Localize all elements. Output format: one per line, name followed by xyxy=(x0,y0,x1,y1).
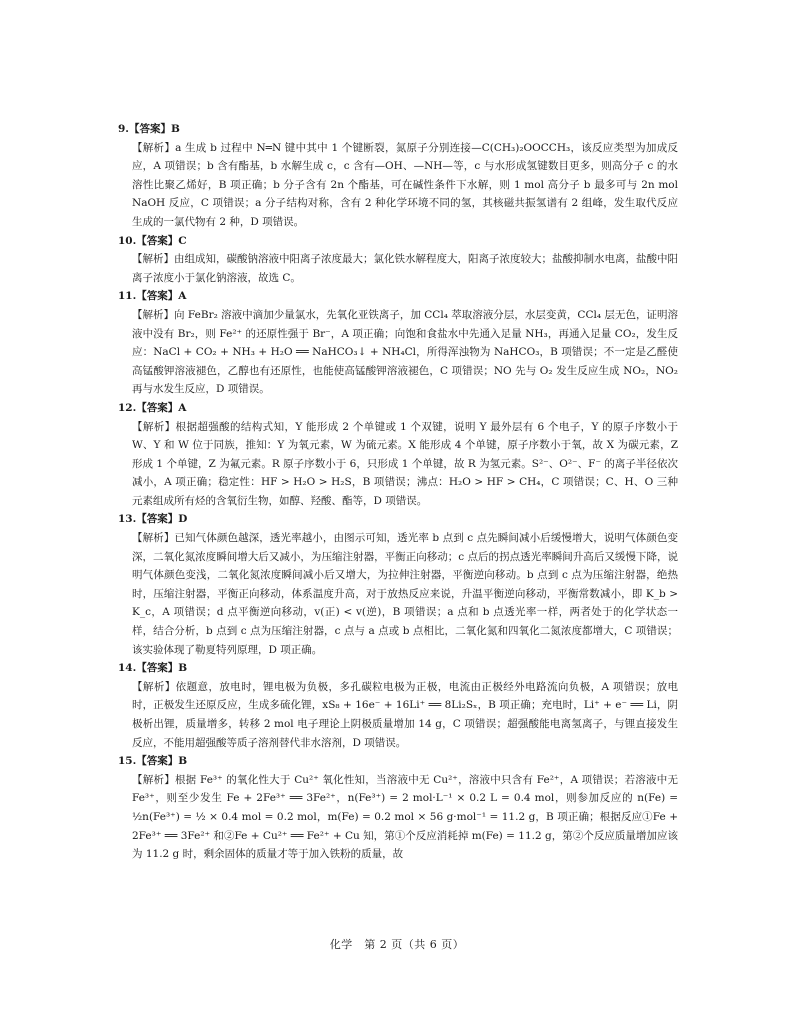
question-12 xyxy=(118,399,678,511)
answer-explanations xyxy=(118,120,678,864)
answer-line: 13.【答案】D xyxy=(118,513,188,526)
answer-line: 15.【答案】B xyxy=(118,755,188,768)
answer-line: 11.【答案】A xyxy=(118,290,187,303)
answer-line: 9.【答案】B xyxy=(118,123,180,135)
answer-line: 14.【答案】B xyxy=(118,662,188,675)
explanation-paragraph: 【解析】向 FeBr₂ 溶液中滴加少量氯水，先氧化亚铁离子，加 CCl₄ 萃取溶液分层，水层变黄，CCl₄ 层无色，证明溶液中没有 Br₂，则 Fe²⁺ 的还原性强于 Br⁻，A 项正确；向饱和食盐水中先通入足量 NH₃，再通入足量 CO₂，发生反应：NaCl + CO₂ + NH₃ + H₂O ══ NaHCO₃↓ + NH₄Cl，所得浑浊物为 NaHCO₃，B 项错误；不一定是乙醛使高锰酸钾溶液褪色，乙醇也有还原性，也能使高锰酸钾溶液褪色，C 项错误；NO 先与 O₂ 发生反应生成 NO₂，NO₂ 再与水发生反应，D 项错误。 xyxy=(132,308,678,396)
question-13 xyxy=(118,510,678,659)
answer-line: 10.【答案】C xyxy=(118,234,187,247)
question-10 xyxy=(118,232,678,288)
answer-line: 12.【答案】A xyxy=(118,401,187,414)
explanation-paragraph: 【解析】根据超强酸的结构式知，Y 能形成 2 个单键或 1 个双键，说明 Y 最外层有 6 个电子，Y 的原子序数小于 W、Y 和 W 位于同族，推知：Y 为氧元素，W 为硫元素。X 能形成 4 个单键，原子序数小于氧，故 X 为碳元素，Z 形成 1 个单键，Z 为氟元素。R 原子序数小于 6，只形成 1 个单键，故 R 为氢元素。S²⁻、O²⁻、F⁻ 的离子半径依次减小，A 项正确；稳定性：HF > H₂O > H₂S，B 项错误；沸点：H₂O > HF > CH₄，C 项错误；C、H、O 三种元素组成所有烃的含氧衍生物，如醇、羟酸、酯等，D 项错误。 xyxy=(132,420,678,507)
question-14 xyxy=(118,659,678,752)
explanation-paragraph: 【解析】根据 Fe³⁺ 的氧化性大于 Cu²⁺ 氧化性知，当溶液中无 Cu²⁺，溶液中只含有 Fe²⁺，A 项错误；若溶液中无 Fe³⁺，则至少发生 Fe + 2Fe³⁺ ══ 3Fe²⁺，n(Fe³⁺) = 2 mol·L⁻¹ × 0.2 L = 0.4 mol，则参加反应的 n(Fe) = ½n(Fe³⁺) = ½ × 0.4 mol = 0.2 mol，m(Fe) = 0.2 mol × 56 g·mol⁻¹ = 11.2 g，B 项正确；根据反应①Fe + 2Fe³⁺ ══ 3Fe²⁺ 和②Fe + Cu²⁺ ══ Fe²⁺ + Cu 知，第①个反应消耗掉 m(Fe) = 11.2 g，第②个反应质量增加应该为 11.2 g 时，剩余固体的质量才等于加入铁粉的质量，故 xyxy=(132,773,678,861)
explanation-paragraph: 【解析】已知气体颜色越深，透光率越小，由图示可知，透光率 b 点到 c 点先瞬间减小后缓慢增大，说明气体颜色变深，二氧化氮浓度瞬间增大后又减小，为压缩注射器，平衡正向移动；c 点后的拐点透光率瞬间升高后又缓慢下降，说明气体颜色变浅，二氧化氮浓度瞬间减小后又增大，为拉伸注射器，平衡逆向移动。b 点到 c 点为压缩注射器，绝热时，压缩注射器，平衡正向移动，体系温度升高，对于放热反应来说，升温平衡逆向移动，平衡常数减小，即 K_b > K_c，A 项错误；d 点平衡逆向移动，v(正) < v(逆)，B 项错误；a 点和 b 点透光率一样，两者处于的化学状态一样，结合分析，b 点到 c 点为压缩注射器，c 点与 a 点或 b 点相比，二氧化氮和四氧化二氮浓度都增大，C 项错误；该实验体现了勒夏特列原理，D 项正确。 xyxy=(132,532,678,656)
page-footer: 化学 第 2 页（共 6 页） xyxy=(329,938,465,951)
question-11 xyxy=(118,287,678,399)
explanation-paragraph: 【解析】a 生成 b 过程中 N═N 键中其中 1 个键断裂，氮原子分别连接—C(CH₃)₂OOCCH₃，该反应类型为加成反应，A 项错误；b 含有酯基，b 水解生成 c，c 含有—OH、—NH—等，c 与水形成氢键数目更多，则高分子 c 的水溶性比聚乙烯好，B 项正确；b 分子含有 2n 个酯基，可在碱性条件下水解，则 1 mol 高分子 b 最多可与 2n mol NaOH 反应，C 项错误；a 分子结构对称，含有 2 种化学环境不同的氢，其核磁共振氢谱有 2 组峰，发生取代反应生成的一氯代物有 2 种，D 项错误。 xyxy=(132,141,678,228)
explanation-paragraph: 【解析】依题意，放电时，锂电极为负极，多孔碳粒电极为正极，电流由正极经外电路流向负极，A 项错误；放电时，正极发生还原反应，生成多硫化锂，xS₈ + 16e⁻ + 16Li⁺ ══ 8Li₂Sₓ，B 项正确；充电时，Li⁺ + e⁻ ══ Li，阴极析出锂，质量增多，转移 2 mol 电子理论上阴极质量增加 14 g，C 项错误；超强酸能电离氢离子，与锂直接发生反应，不能用超强酸等质子溶剂替代非水溶剂，D 项错误。 xyxy=(132,680,678,749)
question-9 xyxy=(118,120,678,232)
explanation-paragraph: 【解析】由组成知，碳酸钠溶液中阳离子浓度最大；氯化铁水解程度大，阳离子浓度较大；盐酸抑制水电离，盐酸中阳离子浓度小于氯化钠溶液，故选 C。 xyxy=(132,253,678,284)
question-15 xyxy=(118,752,678,864)
